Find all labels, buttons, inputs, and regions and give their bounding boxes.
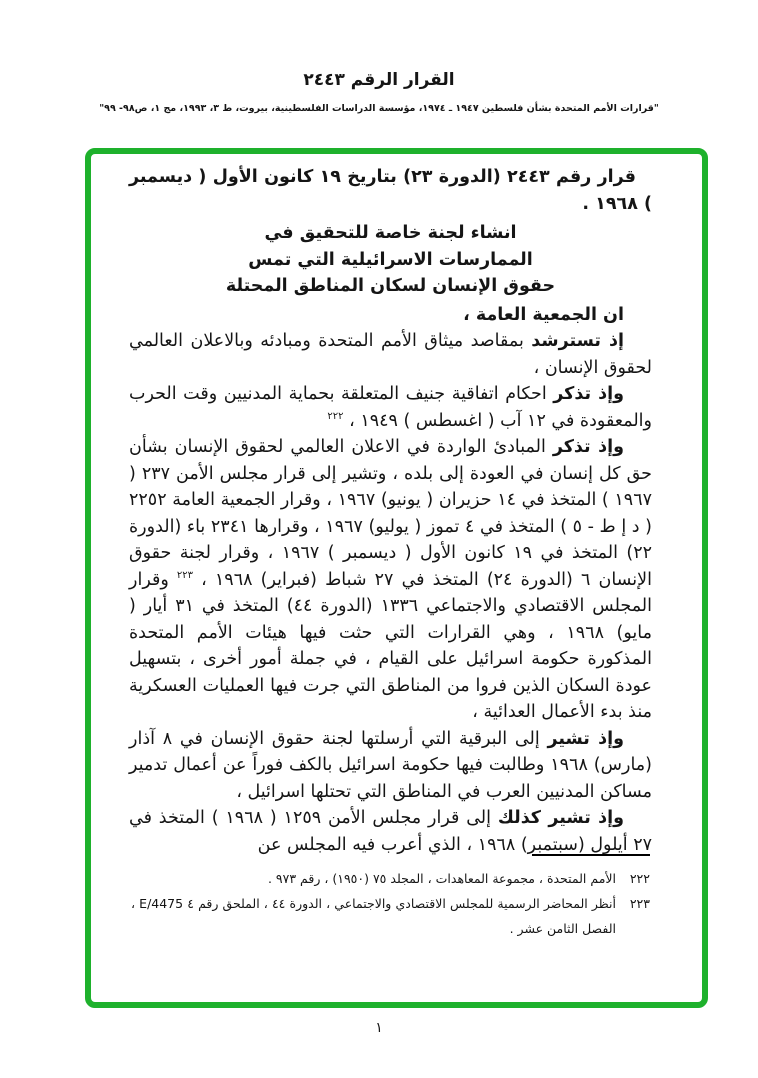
heading-line: الممارسات الاسرائيلية التي تمس: [248, 249, 533, 270]
bold-leadin: وإذ تشير: [547, 728, 625, 749]
body-paragraph: [129, 805, 652, 858]
text-run: احكام اتفاقية جنيف المتعلقة بحماية المدنيين وقت الحرب والمعقودة في ١٢ آب ( اغسطس ) ١٩٤٩ ،: [129, 384, 652, 431]
resolution-intro: قرار رقم ٢٤٤٣ (الدورة ٢٣) بتاريخ ١٩ كانون الأول ( ديسمبر ) ١٩٦٨ .: [129, 167, 652, 214]
page-number: ١: [375, 1020, 383, 1036]
footnote: [131, 891, 650, 941]
bold-leadin: إذ تسترشد: [531, 331, 624, 351]
footnote-separator: [532, 854, 650, 856]
text-run: المبادئ الواردة في الاعلان العالمي لحقوق الإنسان بشأن حق كل إنسان في العودة إلى بلده ، وتشير إلى قرار مجلس الأمن ٢٣٧ ( ١٩٦٧ ) المتخذ في ١٤ حزيران ( يونيو) ١٩٦٧ ، وقرار الجمعية العامة ٢٢٥٢ ( د إ ط - ٥ ) المتخذ في ٤ تموز ( يوليو) ١٩٦٧ ، وقرارها ٢٣٤١ باء (الدورة ٢٢) المتخذ في ١٩ كانون الأول ( ديسمبر ) ١٩٦٧ ، وقرار لجنة حقوق الإنسان ٦ (الدورة ٢٤) المتخذ في ٢٧ شباط (فبراير) ١٩٦٨ ،: [129, 437, 653, 590]
body-paragraph: [129, 381, 652, 434]
resolution-frame: [85, 148, 708, 1008]
bold-leadin: وإذ تشير كذلك: [497, 808, 625, 828]
text-run: إلى قرار مجلس الأمن ١٢٥٩ ( ١٩٦٨ ) المتخذ في ٢٧ أيلول (سبتمبر) ١٩٦٨ ، الذي أعرب فيه المجلس عن: [129, 808, 652, 855]
footnote-section: [131, 854, 650, 941]
body-paragraph: [129, 434, 652, 726]
footnote-ref: ٢٢٣: [176, 569, 194, 581]
footnote-text: أنظر المحاضر الرسمية للمجلس الاقتصادي والاجتماعي ، الدورة ٤٤ ، الملحق رقم ٤ E/4475 ، الفصل الثامن عشر .: [131, 896, 616, 936]
footnote-ref: ٢٢٢: [327, 410, 344, 422]
bold-leadin: وإذ تذكر: [553, 384, 624, 404]
resolution-body: [129, 302, 652, 859]
footnote-number: ٢٢٢: [629, 871, 650, 886]
document-title: القرار الرقم ٢٤٤٣: [303, 70, 455, 90]
footnote: [131, 866, 650, 891]
text-run: وقرار المجلس الاقتصادي والاجتماعي ١٣٣٦ (الدورة ٤٤) المتخذ في ٣١ أيار ( مايو) ١٩٦٨ ، وهي القرارات التي حثت فيها هيئات الأمم المتحدة المذكورة حكومة اسرائيل على القيام ، في جملة أمور أخرى ، بتسهيل عودة السكان الذين فروا من المناطق التي جرت فيها العمليات العسكرية منذ بدء الأعمال العدائية ،: [129, 569, 653, 722]
text-run: بمقاصد ميثاق الأمم المتحدة ومبادئه وبالاعلان العالمي لحقوق الإنسان ،: [129, 331, 652, 378]
heading-line: انشاء لجنة خاصة للتحقيق في: [264, 223, 517, 243]
bold-leadin: ان الجمعية العامة ،: [463, 304, 624, 325]
resolution-heading: [129, 220, 652, 300]
heading-line: حقوق الإنسان لسكان المناطق المحتلة: [225, 276, 556, 296]
body-paragraph: [129, 302, 652, 329]
source-citation: "قرارات الأمم المتحدة بشأن فلسطين ١٩٤٧ ـ ١٩٧٤، مؤسسة الدراسات الفلسطينية، بيروت، ط ٣، ١٩٩٣، مج ١، ص٩٨- ٩٩": [99, 103, 659, 114]
bold-leadin: وإذ تذكر: [552, 437, 625, 457]
footnote-number: ٢٢٣: [629, 896, 650, 911]
body-paragraph: [129, 726, 652, 806]
footnotes: [131, 866, 650, 941]
body-paragraph: [129, 328, 652, 381]
text-run: إلى البرقية التي أرسلتها لجنة حقوق الإنسان في ٨ آذار (مارس) ١٩٦٨ وطالبت فيها حكومة اسرائيل بالكف فوراً عن أعمال تدمير مساكن المدنيين العرب في المناطق التي تحتلها اسرائيل ،: [129, 728, 652, 802]
footnote-text: الأمم المتحدة ، مجموعة المعاهدات ، المجلد ٧٥ (١٩٥٠) ، رقم ٩٧٣ .: [267, 871, 616, 886]
